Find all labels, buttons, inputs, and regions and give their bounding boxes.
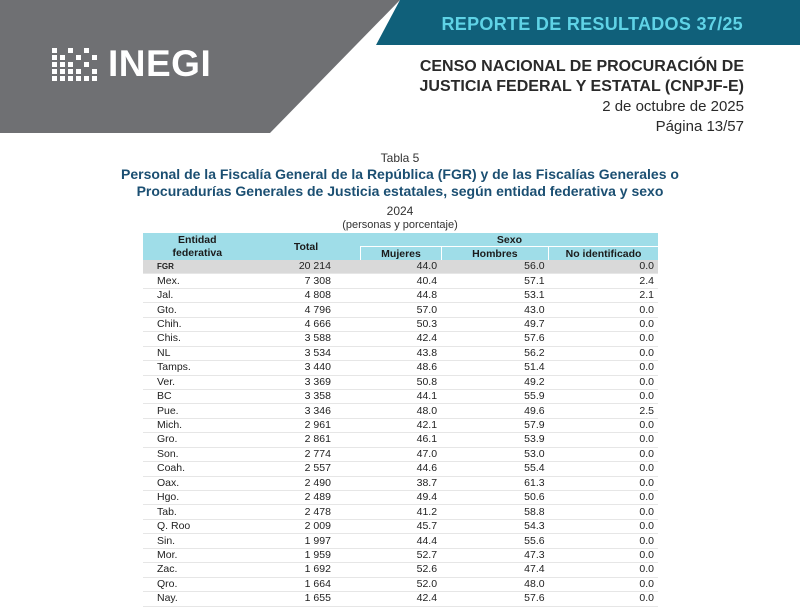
cell-entidad: Mor.: [157, 548, 178, 561]
cell-total: 2 489: [304, 491, 331, 504]
cell-total: 1 655: [304, 592, 331, 605]
cell-entidad: Nay.: [157, 592, 178, 605]
col-header-mujeres: Mujeres: [361, 247, 441, 261]
logo-text: INEGI: [108, 43, 212, 84]
cell-mujeres: 48.0: [416, 404, 438, 417]
cell-mujeres: 52.7: [416, 548, 438, 561]
cell-hombres: 54.3: [524, 520, 545, 533]
col-header-hombres: Hombres: [441, 247, 549, 261]
data-table: [143, 233, 658, 607]
table-row: [143, 346, 658, 360]
table-row: [143, 491, 658, 505]
cell-total: 4 808: [304, 289, 331, 302]
cell-hombres: 56.0: [441, 260, 549, 274]
cell-no-identificado: 0.0: [639, 317, 654, 330]
cell-total: 1 664: [304, 577, 331, 590]
cell-hombres: 53.1: [524, 289, 545, 302]
cell-no-identificado: 2.5: [639, 404, 654, 417]
cell-mujeres: 43.8: [416, 346, 438, 359]
cell-entidad: NL: [157, 346, 171, 359]
cell-total: 2 861: [304, 433, 331, 446]
cell-hombres: 47.3: [524, 548, 545, 561]
cell-entidad: Oax.: [157, 476, 180, 489]
cell-hombres: 53.0: [524, 447, 545, 460]
cell-mujeres: 44.8: [416, 289, 438, 302]
cell-total: 3 346: [304, 404, 331, 417]
table-row: [143, 534, 658, 548]
cell-entidad: Pue.: [157, 404, 179, 417]
cell-mujeres: 48.6: [416, 361, 438, 374]
cell-hombres: 57.9: [524, 419, 545, 432]
cell-hombres: 55.9: [524, 390, 545, 403]
cell-hombres: 57.6: [524, 592, 545, 605]
cell-no-identificado: 0.0: [549, 260, 658, 274]
cell-entidad: Gto.: [157, 303, 177, 316]
cell-no-identificado: 0.0: [639, 577, 654, 590]
cell-mujeres: 52.0: [416, 577, 438, 590]
cell-hombres: 58.8: [524, 505, 545, 518]
cell-total: 2 557: [304, 462, 331, 475]
table-row: [143, 462, 658, 476]
col-header-no-identificado: No identificado: [549, 247, 658, 261]
cell-total: 1 997: [304, 534, 331, 547]
cell-hombres: 49.7: [524, 317, 545, 330]
table-row: [143, 375, 658, 389]
table-row: [143, 577, 658, 591]
cell-no-identificado: 0.0: [639, 346, 654, 359]
cell-total: 3 534: [304, 346, 331, 359]
cell-hombres: 53.9: [524, 433, 545, 446]
cell-total: 3 369: [304, 375, 331, 388]
table-row: [143, 332, 658, 346]
col-header-total: Total: [252, 233, 361, 260]
cell-mujeres: 44.6: [416, 462, 438, 475]
cell-no-identificado: 2.1: [639, 289, 654, 302]
cell-entidad: Gro.: [157, 433, 178, 446]
cell-total: 1 959: [304, 548, 331, 561]
cell-hombres: 49.6: [524, 404, 545, 417]
cell-no-identificado: 0.0: [639, 476, 654, 489]
cell-no-identificado: 0.0: [639, 332, 654, 345]
table-row: [143, 404, 658, 418]
cell-total: 2 961: [304, 419, 331, 432]
cell-entidad: Qro.: [157, 577, 178, 590]
inegi-logo: [52, 43, 211, 85]
cell-entidad: Coah.: [157, 462, 186, 475]
header-info: [420, 57, 744, 137]
cell-entidad: Hgo.: [157, 491, 180, 504]
cell-entidad: Q. Roo: [157, 520, 191, 533]
cell-hombres: 57.6: [524, 332, 545, 345]
table-row: [143, 260, 658, 274]
cell-mujeres: 57.0: [416, 303, 438, 316]
cell-no-identificado: 0.0: [639, 303, 654, 316]
cell-entidad: Jal.: [157, 289, 174, 302]
cell-total: 1 692: [304, 563, 331, 576]
report-title: REPORTE DE RESULTADOS 37/25: [441, 14, 743, 34]
cell-no-identificado: 0.0: [639, 462, 654, 475]
cell-mujeres: 41.2: [416, 505, 438, 518]
cell-entidad: Tab.: [157, 505, 177, 518]
cell-total: 20 214: [252, 260, 361, 274]
cell-hombres: 57.1: [524, 274, 545, 287]
cell-total: 3 358: [304, 390, 331, 403]
col-header-entidad: [143, 233, 252, 260]
cell-no-identificado: 0.0: [639, 375, 654, 388]
cell-hombres: 43.0: [524, 303, 545, 316]
col-header-entidad-line1: Entidad: [178, 233, 217, 246]
col-header-sexo: Sexo: [361, 233, 658, 247]
cell-total: 2 009: [304, 520, 331, 533]
table-row: [143, 563, 658, 577]
cell-mujeres: 42.4: [416, 332, 438, 345]
cell-hombres: 50.6: [524, 491, 545, 504]
table-title-line2: Procuradurías Generales de Justicia estatales, según entidad federativa y sexo: [136, 183, 664, 199]
cell-hombres: 56.2: [524, 346, 545, 359]
cell-no-identificado: 0.0: [639, 361, 654, 374]
table-row: [143, 274, 658, 288]
cell-hombres: 55.6: [524, 534, 545, 547]
cell-entidad: Mich.: [157, 419, 183, 432]
col-header-entidad-line2: federativa: [172, 246, 223, 259]
cell-hombres: 48.0: [524, 577, 545, 590]
cell-no-identificado: 0.0: [639, 390, 654, 403]
cell-hombres: 61.3: [524, 476, 545, 489]
table-row: [143, 548, 658, 562]
cell-hombres: 47.4: [524, 563, 545, 576]
table-row: [143, 592, 658, 606]
cell-no-identificado: 0.0: [639, 419, 654, 432]
cell-no-identificado: 0.0: [639, 548, 654, 561]
cell-entidad: Chis.: [157, 332, 181, 345]
cell-entidad: Son.: [157, 447, 179, 460]
cell-mujeres: 44.1: [416, 390, 438, 403]
cell-mujeres: 42.1: [416, 419, 438, 432]
cell-total: 2 774: [304, 447, 331, 460]
cell-entidad: Chih.: [157, 317, 182, 330]
cell-hombres: 49.2: [524, 375, 545, 388]
table-label: Tabla 5: [380, 151, 420, 165]
cell-no-identificado: 0.0: [639, 592, 654, 605]
table-units: (personas y porcentaje): [342, 219, 458, 231]
table-year: 2024: [386, 204, 414, 218]
table-row: [143, 505, 658, 519]
cell-entidad: Zac.: [157, 563, 178, 576]
table-row: [143, 519, 658, 533]
cell-total: 2 478: [304, 505, 331, 518]
cell-mujeres: 45.7: [416, 520, 438, 533]
cell-mujeres: 42.4: [416, 592, 438, 605]
cell-total: 4 666: [304, 317, 331, 330]
table-row: [143, 476, 658, 490]
cell-mujeres: 49.4: [416, 491, 438, 504]
cell-no-identificado: 0.0: [639, 520, 654, 533]
page-number: Página 13/57: [655, 118, 744, 135]
cell-no-identificado: 0.0: [639, 505, 654, 518]
table-row: [143, 389, 658, 403]
table-row: [143, 317, 658, 331]
table-row: [143, 303, 658, 317]
table-row: [143, 288, 658, 302]
cell-entidad: FGR: [143, 260, 252, 274]
table-row: [143, 418, 658, 432]
cell-entidad: Tamps.: [157, 361, 191, 374]
cell-mujeres: 47.0: [416, 447, 438, 460]
cell-mujeres: 50.3: [416, 317, 438, 330]
table-row: [143, 361, 658, 375]
cell-mujeres: 44.4: [416, 534, 438, 547]
cell-mujeres: 50.8: [416, 375, 438, 388]
cell-no-identificado: 0.0: [639, 433, 654, 446]
cell-mujeres: 44.0: [361, 260, 441, 274]
cell-no-identificado: 0.0: [639, 563, 654, 576]
cell-mujeres: 52.6: [416, 563, 438, 576]
cell-entidad: Mex.: [157, 274, 180, 287]
cell-entidad: Ver.: [157, 375, 176, 388]
table-title-line1: Personal de la Fiscalía General de la República (FGR) y de las Fiscalías Generales o: [121, 166, 679, 182]
cell-no-identificado: 0.0: [639, 534, 654, 547]
cell-entidad: BC: [157, 390, 172, 403]
cell-total: 7 308: [304, 274, 331, 287]
cell-total: 2 490: [304, 476, 331, 489]
census-title-line1: CENSO NACIONAL DE PROCURACIÓN DE: [419, 58, 744, 75]
cell-no-identificado: 0.0: [639, 447, 654, 460]
cell-total: 3 588: [304, 332, 331, 345]
cell-total: 4 796: [304, 303, 331, 316]
cell-hombres: 55.4: [524, 462, 545, 475]
cell-entidad: Sin.: [157, 534, 176, 547]
cell-no-identificado: 0.0: [639, 491, 654, 504]
cell-no-identificado: 2.4: [639, 274, 654, 287]
table-body: [143, 260, 658, 606]
cell-total: 3 440: [304, 361, 331, 374]
cell-mujeres: 38.7: [416, 476, 438, 489]
cell-mujeres: 40.4: [416, 274, 438, 287]
inegi-logo-grid-icon: [52, 46, 104, 82]
cell-mujeres: 46.1: [416, 433, 438, 446]
census-title-line2: JUSTICIA FEDERAL Y ESTATAL (CNPJF-E): [419, 78, 744, 95]
table-row: [143, 433, 658, 447]
table-title: [0, 166, 800, 200]
cell-hombres: 51.4: [524, 361, 545, 374]
report-date: 2 de octubre de 2025: [602, 98, 744, 115]
table-row: [143, 447, 658, 461]
